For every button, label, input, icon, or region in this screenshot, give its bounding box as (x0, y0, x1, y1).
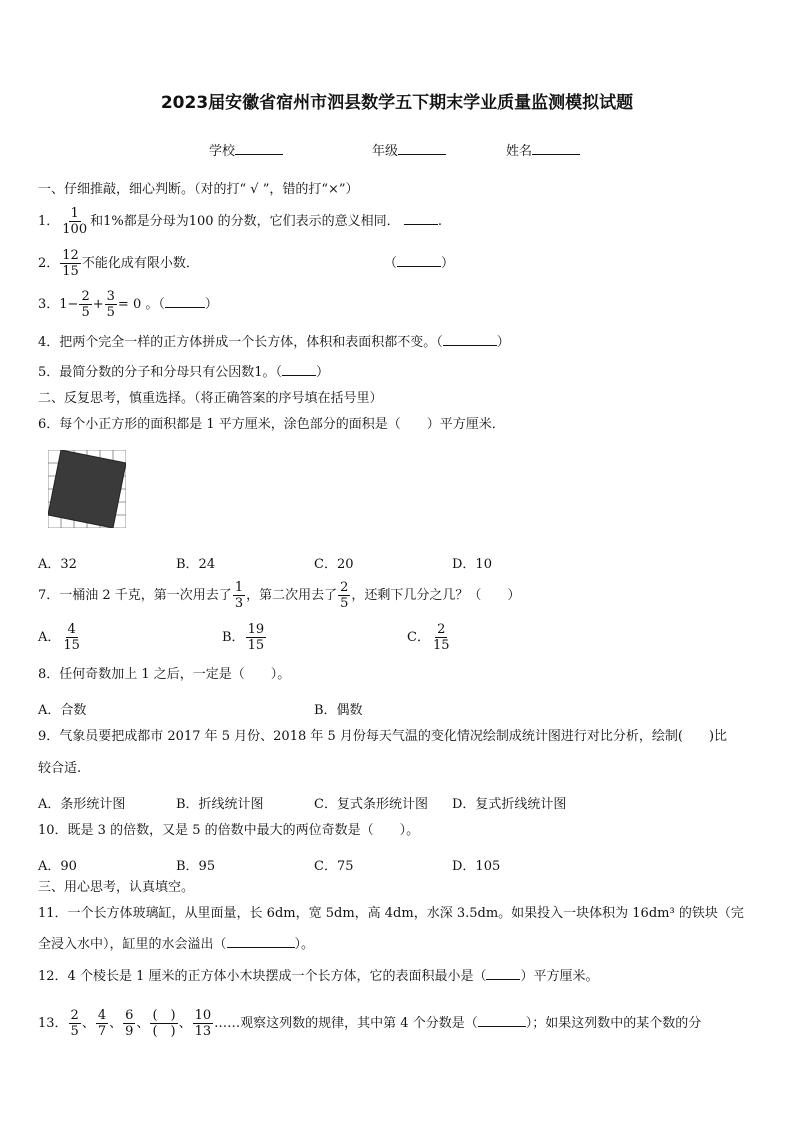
answer-blank-13[interactable] (478, 1016, 526, 1027)
page-title: 2023届安徽省宿州市泗县数学五下期末学业质量监测模拟试题 (160, 93, 634, 113)
q7-option-c[interactable]: C． $\frac{2}{15}$ (407, 622, 450, 653)
question-9-line-2: 较合适. (38, 761, 82, 776)
question-7: 7．一桶油 2 千克，第一次用去了 $\frac{1}{3}$ ，第二次用去了 $\frac{2}{5}$ ，还剩下几分之几？（ ） (38, 580, 521, 611)
q6-option-c[interactable]: C．20 (314, 557, 354, 572)
q9-option-a[interactable]: A．条形统计图 (38, 797, 126, 812)
question-9-line-1: 9．气象员要把成都市 2017 年 5 月份、2018 年 5 月份每天气温的变化情况绘制成统计图进行对比分析，绘制( )比 (38, 729, 728, 744)
question-5: 5．最简分数的分子和分母只有公因数1。（ ） (38, 365, 330, 380)
question-10: 10．既是 3 的倍数，又是 5 的倍数中最大的两位奇数是（ ）。 (38, 823, 420, 838)
school-label: 学校 (209, 144, 236, 159)
question-13: 13． $\frac{2}{5}$ 、 $\frac{4}{7}$ 、 $\frac{6}{9}$ 、 $\frac{( )}{( )}$ 、 $\frac{10}{13}$ ……观察这列数的规律，其中第 4 个分数是（ ）；如果这列数中的某个数的分 (38, 1008, 702, 1039)
section-3-heading: 三、用心思考，认真填空。 (38, 880, 195, 895)
question-11-line-2: 全浸入水中），缸里的水会溢出（ ）。 (38, 937, 315, 952)
answer-blank-1[interactable] (404, 214, 438, 225)
question-4: 4．把两个完全一样的正方体拼成一个长方体，体积和表面积都不变。（ ） (38, 335, 510, 350)
question-2: 2． $\frac{12}{15}$ 不能化成有限小数． （ ） (38, 248, 455, 279)
q9-option-d[interactable]: D．复式折线统计图 (452, 797, 567, 812)
shaded-square (48, 450, 126, 528)
q10-option-c[interactable]: C．75 (314, 859, 354, 874)
q10-option-d[interactable]: D．105 (452, 859, 501, 874)
q7-option-a[interactable]: A． $\frac{4}{15}$ (38, 622, 80, 653)
question-8: 8．任何奇数加上 1 之后，一定是（ ）。 (38, 667, 291, 682)
question-11-line-1: 11．一个长方体玻璃缸，从里面量，长 6dm，宽 5dm，高 4dm，水深 3.5dm。如果投入一块体积为 16dm³ 的铁块（完 (38, 906, 744, 921)
grade-field[interactable] (372, 140, 446, 159)
q7-option-b[interactable]: B． $\frac{19}{15}$ (222, 622, 265, 653)
square-grid-figure (48, 450, 126, 528)
q8-option-a[interactable]: A．合数 (38, 703, 87, 718)
answer-blank-3[interactable] (165, 297, 205, 308)
answer-blank-11[interactable] (227, 937, 295, 948)
name-field[interactable] (506, 140, 580, 159)
q10-option-b[interactable]: B．95 (176, 859, 216, 874)
q9-option-c[interactable]: C．复式条形统计图 (314, 797, 428, 812)
question-12: 12．4 个棱长是 1 厘米的正方体小木块摆成一个长方体，它的表面积最小是（ ）平方厘米。 (38, 969, 599, 984)
answer-blank-2[interactable] (397, 256, 441, 267)
q8-option-b[interactable]: B．偶数 (314, 703, 363, 718)
question-1: 1． $\frac{1}{100}$ 和1%都是分母为100 的分数，它们表示的意义相同． . (38, 206, 442, 237)
grade-label: 年级 (372, 144, 399, 159)
school-field[interactable] (209, 140, 283, 159)
section-1-heading: 一、仔细推敲，细心判断。（对的打“ √ ”，错的打“×”） (38, 182, 359, 197)
q9-option-b[interactable]: B．折线统计图 (176, 797, 264, 812)
q6-option-b[interactable]: B．24 (176, 557, 216, 572)
answer-blank-4[interactable] (443, 335, 497, 346)
q6-option-d[interactable]: D．10 (452, 557, 492, 572)
name-label: 姓名 (506, 144, 533, 159)
q6-option-a[interactable]: A．32 (38, 557, 77, 572)
question-3: 3．1− $\frac{2}{5}$ + $\frac{3}{5}$ = 0 。（ ） (38, 289, 218, 320)
q10-option-a[interactable]: A．90 (38, 859, 77, 874)
question-6: 6．每个小正方形的面积都是 1 平方厘米，涂色部分的面积是（ ）平方厘米． (38, 417, 505, 432)
answer-blank-5[interactable] (282, 365, 316, 376)
section-2-heading: 二、反复思考，慎重选择。（将正确答案的序号填在括号里） (38, 391, 383, 406)
answer-blank-12[interactable] (486, 969, 520, 980)
